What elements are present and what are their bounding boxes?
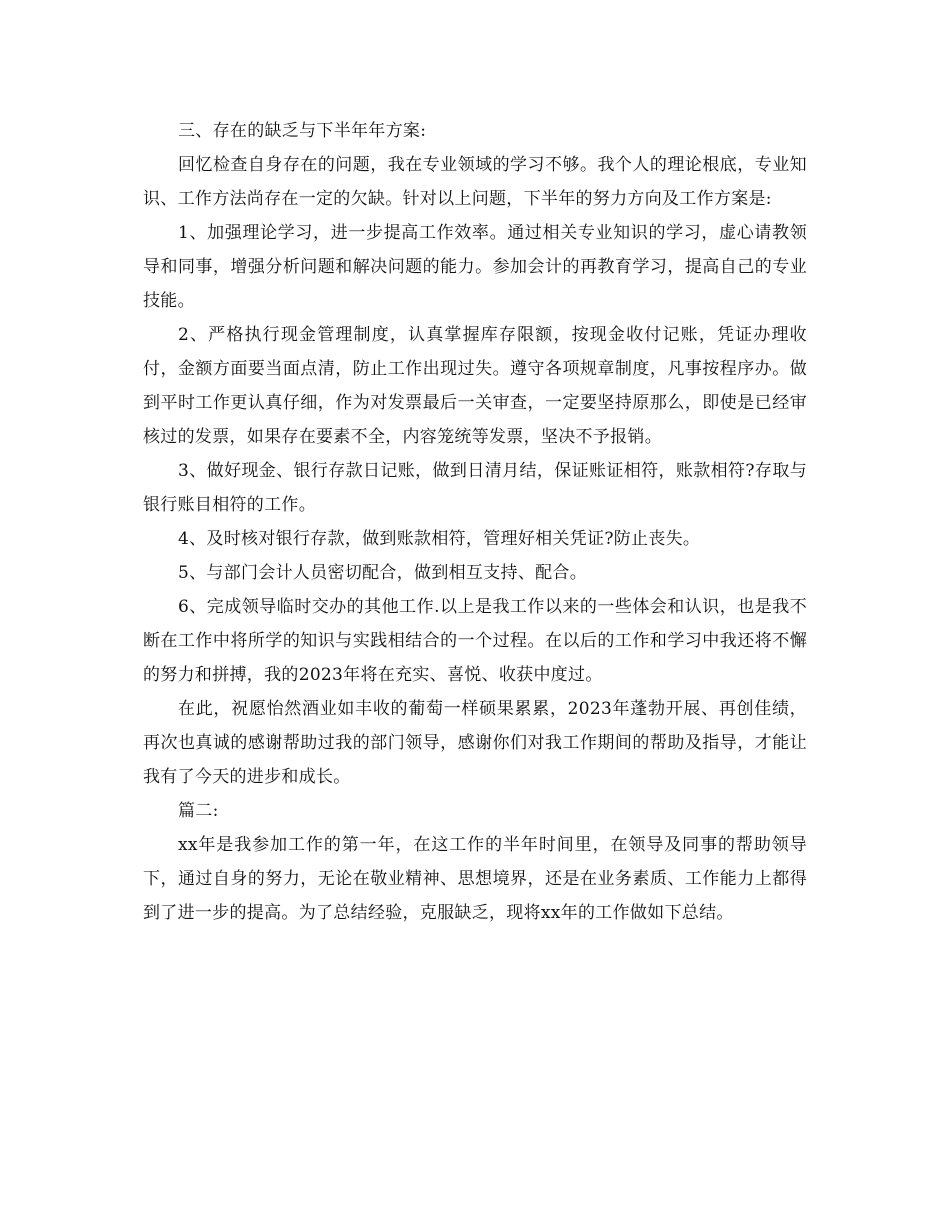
paragraph-wishes: 在此，祝愿怡然酒业如丰收的葡萄一样硕果累累，2023年蓬勃开展、再创佳绩，再次也真诚的感谢帮助过我的部门领导，感谢你们对我工作期间的帮助及指导，才能让我有了今天的进步和成长。	[143, 699, 807, 787]
paragraph-review: 回忆检查自身存在的问题，我在专业领域的学习不够。我个人的理论根底，专业知识、工作方法尚存在一定的欠缺。针对以上问题，下半年的努力方向及工作方案是:	[143, 155, 807, 209]
part-two-heading: 篇二:	[178, 801, 219, 821]
plan-item-3: 3、做好现金、银行存款日记账，做到日清月结，保证账证相符，账款相符?存取与银行账目相符的工作。	[143, 461, 807, 515]
paragraph-part-two-intro: xx年是我参加工作的第一年，在这工作的半年时间里，在领导及同事的帮助领导下，通过自身的努力，无论在敬业精神、思想境界，还是在业务素质、工作能力上都得到了进一步的提高。为了总结经验，克服缺乏，现将xx年的工作做如下总结。	[143, 835, 807, 923]
plan-item-6: 6、完成领导临时交办的其他工作.以上是我工作以来的一些体会和认识，也是我不断在工作中将所学的知识与实践相结合的一个过程。在以后的工作和学习中我还将不懈的努力和拼搏，我的2023年将在充实、喜悦、收获中度过。	[143, 597, 807, 685]
plan-item-5: 5、与部门会计人员密切配合，做到相互支持、配合。	[178, 563, 588, 583]
plan-item-2: 2、严格执行现金管理制度，认真掌握库存限额，按现金收付记账，凭证办理收付，金额方面要当面点清，防止工作出现过失。遵守各项规章制度，凡事按程序办。做到平时工作更认真仔细，作为对发票最后一关审查，一定要坚持原那么，即使是已经审核过的发票，如果存在要素不全，内容笼统等发票，坚决不予报销。	[143, 325, 807, 447]
section-heading: 三、存在的缺乏与下半年年方案:	[178, 121, 427, 141]
document-body	[143, 114, 807, 930]
plan-item-4: 4、及时核对银行存款，做到账款相符，管理好相关凭证?防止丧失。	[178, 529, 701, 549]
plan-item-1: 1、加强理论学习，进一步提高工作效率。通过相关专业知识的学习，虚心请教领导和同事，增强分析问题和解决问题的能力。参加会计的再教育学习，提高自己的专业技能。	[143, 223, 807, 311]
